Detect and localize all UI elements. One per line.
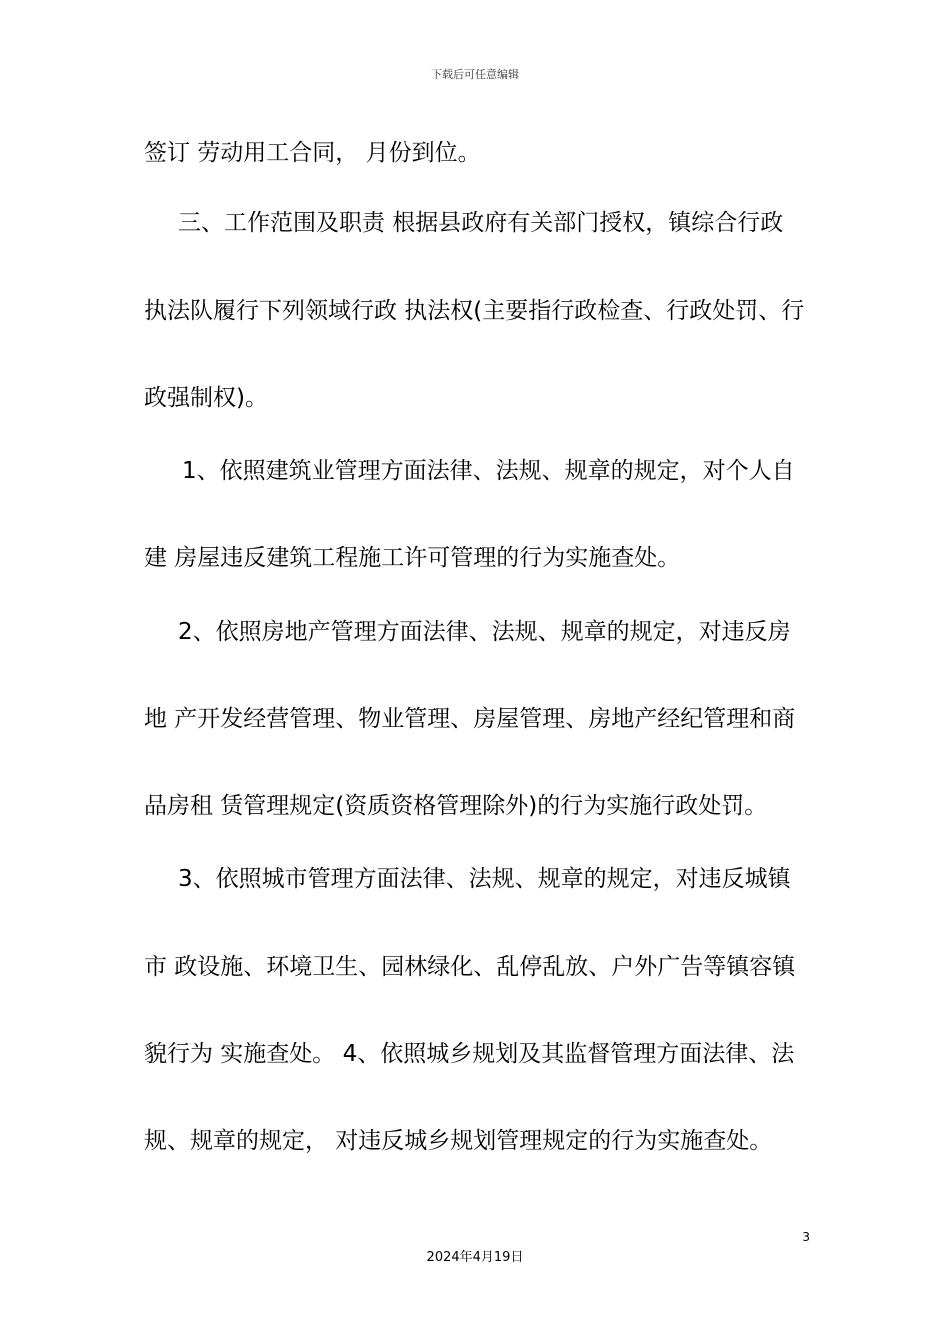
body-line-2: 三、工作范围及职责 根据县政府有关部门授权，镇综合行政 xyxy=(178,210,784,236)
body-line-1: 签订 劳动用工合同， 月份到位。 xyxy=(144,140,481,166)
footer-date: 2024年4月19日 xyxy=(426,1250,524,1265)
body-line-3: 执法队履行下列领域行政 执法权(主要指行政检查、行政处罚、行 xyxy=(144,298,805,324)
body-line-5: 1、依照建筑业管理方面法律、法规、规章的规定，对个人自 xyxy=(182,458,795,484)
body-line-6: 建 房屋违反建筑工程施工许可管理的行为实施查处。 xyxy=(144,545,681,571)
body-line-10: 3、依照城市管理方面法律、法规、规章的规定，对违反城镇 xyxy=(178,866,791,892)
body-line-13: 规、规章的规定， 对违反城乡规划管理规定的行为实施查处。 xyxy=(144,1128,773,1154)
page-number: 3 xyxy=(802,1230,810,1244)
body-line-11: 市 政设施、环境卫生、园林绿化、乱停乱放、户外广告等镇容镇 xyxy=(144,954,796,980)
body-line-7: 2、依照房地产管理方面法律、法规、规章的规定，对违反房 xyxy=(178,619,791,645)
page-header: 下载后可任意编辑 xyxy=(431,68,519,81)
body-line-4: 政强制权)。 xyxy=(144,385,268,411)
body-line-8: 地 产开发经营管理、物业管理、房屋管理、房地产经纪管理和商 xyxy=(144,706,796,732)
body-line-12: 貌行为 实施查处。 4、依照城乡规划及其监督管理方面法律、法 xyxy=(144,1041,795,1067)
body-line-9: 品房租 赁管理规定(资质资格管理除外)的行为实施行政处罚。 xyxy=(144,793,768,819)
